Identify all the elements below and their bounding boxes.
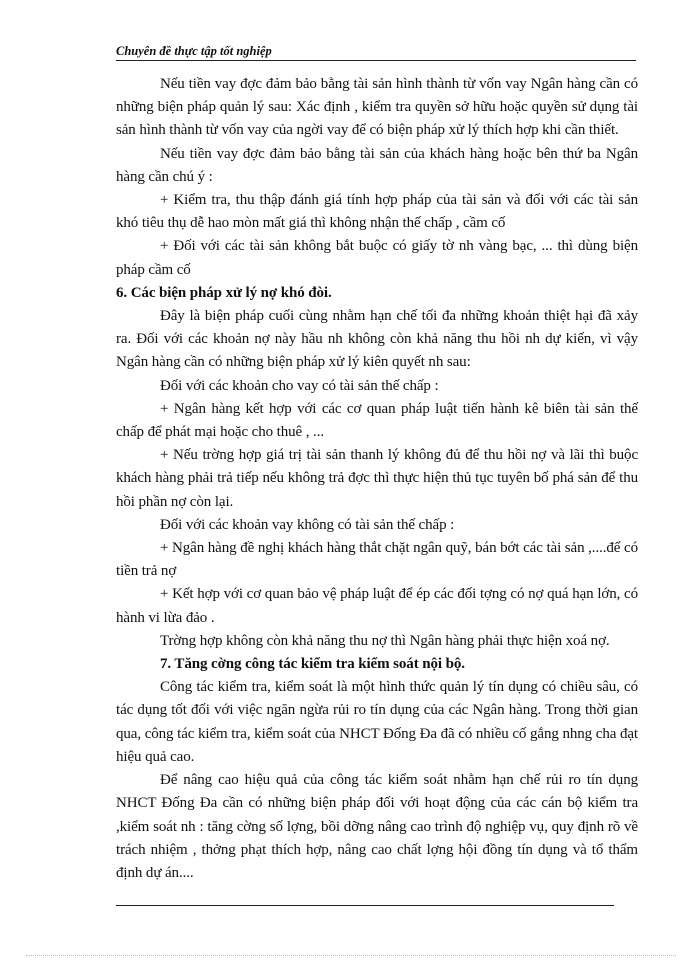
paragraph: + Nếu trờng hợp giá trị tài sản thanh lý không đủ để thu hồi nợ và lãi thì buộc khách hàng phải trả tiếp nếu không trả đợc thì thực hiện thủ tục tuyên bố phá sản để thu hồi phần nợ còn lại.	[116, 447, 638, 510]
paragraph: Để nâng cao hiệu quả của công tác kiểm soát nhằm hạn chế rủi ro tín dụng NHCT Đống Đa cần có những biện pháp đối với hoạt động của các cán bộ kiểm tra ,kiểm soát nh : tăng cờng số lợng, bồi dỡng nâng cao trình độ nghiệp vụ, quy định rõ về trách nhiệm , thởng phạt thích hợp, nâng cao chất lợng hội đồng tín dụng và tổ thẩm định dự án....	[116, 772, 638, 881]
section-heading-7: 7. Tăng cờng công tác kiểm tra kiểm soát nội bộ.	[160, 656, 465, 673]
paragraph: + Ngân hàng đề nghị khách hàng thắt chặt ngân quỹ, bán bớt các tài sản ,....để có tiền trả nợ	[116, 540, 638, 580]
document-body	[116, 73, 638, 885]
paragraph: Đối với các khoản cho vay có tài sản thế chấp :	[160, 377, 439, 394]
paragraph: Trờng hợp không còn khả năng thu nợ thì Ngân hàng phải thực hiện xoá nợ.	[160, 632, 610, 649]
paragraph: Nếu tiền vay đợc đảm bảo bằng tài sản hình thành từ vốn vay Ngân hàng cần có những biện pháp quản lý sau: Xác định , kiểm tra quyền sở hữu hoặc quyền sử dụng tài sản hình thành từ vốn vay của ngời vay để có biện pháp xử lý thích hợp khi cần thiết.	[116, 76, 638, 139]
page-edge-dots	[26, 955, 676, 956]
paragraph: Đây là biện pháp cuối cùng nhằm hạn chế tối đa những khoản thiệt hại đã xảy ra. Đối với các khoản nợ này hầu nh không còn khả năng thu hồi nh dự kiến, vì vậy Ngân hàng cần có những biện pháp xử lý kiên quyết nh sau:	[116, 308, 638, 371]
footer-rule	[116, 905, 614, 906]
paragraph: Nếu tiền vay đợc đảm bảo bằng tài sản của khách hàng hoặc bên thứ ba Ngân hàng cần chú ý :	[116, 145, 638, 185]
running-header: Chuyên đề thực tập tốt nghiệp	[116, 44, 272, 58]
paragraph: + Đối với các tài sản không bắt buộc có giấy tờ nh vàng bạc, ... thì dùng biện pháp cầm cố	[116, 238, 638, 278]
header-rule	[116, 60, 636, 61]
paragraph: Công tác kiểm tra, kiểm soát là một hình thức quản lý tín dụng có chiều sâu, có tác dụng tốt đối với việc ngăn ngừa rủi ro tín dụng của các Ngân hàng. Trong thời gian qua, công tác kiểm tra, kiểm soát của NHCT Đống Đa đã có nhiều cố gắng nhng cha đạt hiệu quả cao.	[116, 679, 638, 765]
paragraph: Đối với các khoản vay không có tài sản thế chấp :	[160, 516, 455, 533]
paragraph: + Ngân hàng kết hợp với các cơ quan pháp luật tiến hành kê biên tài sản thế chấp để phát mại hoặc cho thuê , ...	[116, 400, 638, 441]
section-heading-6: 6. Các biện pháp xử lý nợ khó đòi.	[116, 284, 332, 301]
paragraph: + Kiểm tra, thu thập đánh giá tính hợp pháp của tài sản và đối với các tài sản khó tiêu thụ dễ hao mòn mất giá thì không nhận thế chấp , cầm cố	[116, 192, 638, 232]
paragraph: + Kết hợp với cơ quan bảo vệ pháp luật để ép các đối tợng có nợ quá hạn lớn, có hành vi lừa đảo .	[116, 586, 638, 626]
